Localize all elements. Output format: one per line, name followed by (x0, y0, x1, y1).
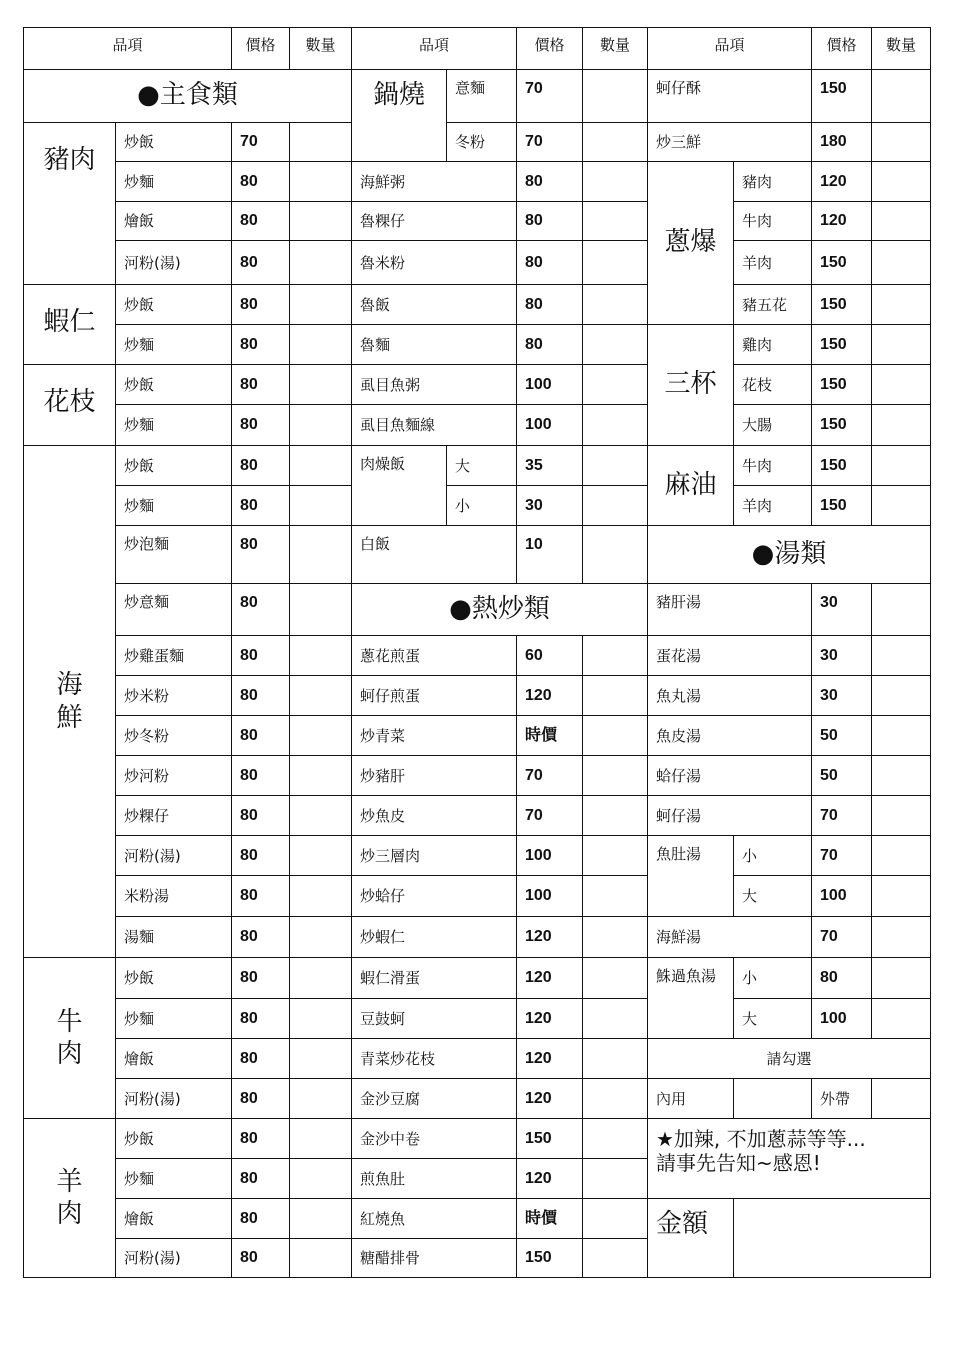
menu-item-name: 煎魚肚 (351, 1158, 517, 1199)
menu-item-price: 50 (811, 715, 872, 756)
quantity-field[interactable] (289, 1038, 352, 1079)
size-label: 小 (733, 835, 812, 876)
menu-item-name: 冬粉 (446, 122, 517, 162)
menu-item-name: 河粉(湯) (115, 1078, 232, 1119)
quantity-field[interactable] (582, 485, 648, 526)
menu-item-price: 150 (811, 324, 872, 365)
quantity-field[interactable] (289, 998, 352, 1039)
menu-item-price: 70 (231, 122, 290, 162)
menu-item-price: 150 (811, 485, 872, 526)
menu-item-price: 時價 (516, 715, 583, 756)
menu-item-name: 紅燒魚 (351, 1198, 517, 1239)
quantity-field[interactable] (289, 1238, 352, 1278)
quantity-field[interactable] (871, 875, 931, 917)
menu-item-name: 炒三層肉 (351, 835, 517, 876)
menu-item-price: 120 (516, 1038, 583, 1079)
group-label: 豬肉 (23, 122, 116, 285)
quantity-field[interactable] (871, 122, 931, 162)
menu-item-price: 120 (516, 998, 583, 1039)
header-price: 價格 (231, 27, 290, 70)
header-item: 品項 (23, 27, 232, 70)
quantity-field[interactable] (289, 122, 352, 162)
header-item: 品項 (351, 27, 517, 70)
quantity-field[interactable] (289, 957, 352, 999)
menu-item-price: 100 (516, 875, 583, 917)
menu-item-price: 150 (811, 364, 872, 405)
menu-item-name: 糖醋排骨 (351, 1238, 517, 1278)
menu-item-price: 50 (811, 755, 872, 796)
quantity-field[interactable] (582, 875, 648, 917)
menu-item-price: 80 (231, 445, 290, 486)
menu-item-price: 70 (811, 795, 872, 836)
menu-item-price: 80 (231, 525, 290, 584)
quantity-field[interactable] (582, 755, 648, 796)
takeout-label: 外帶 (811, 1078, 872, 1119)
quantity-field[interactable] (871, 485, 931, 526)
group-label: 花枝 (23, 364, 116, 446)
dine-in-checkbox[interactable] (733, 1078, 812, 1119)
menu-item-name: 炒泡麵 (115, 525, 232, 584)
group-label: 三杯 (647, 324, 734, 446)
quantity-field[interactable] (289, 240, 352, 285)
menu-item-name: 牛肉 (733, 201, 812, 241)
quantity-field[interactable] (582, 998, 648, 1039)
size-label: 大 (446, 445, 517, 486)
menu-item-name: 湯麵 (115, 916, 232, 958)
quantity-field[interactable] (871, 201, 931, 241)
menu-item-name: 炒魚皮 (351, 795, 517, 836)
quantity-field[interactable] (582, 1078, 648, 1119)
menu-item-price: 80 (516, 161, 583, 202)
quantity-field[interactable] (871, 240, 931, 285)
menu-item-price: 80 (231, 795, 290, 836)
menu-item-price: 80 (231, 284, 290, 325)
menu-item-name: 河粉(湯) (115, 240, 232, 285)
menu-item-name: 燴飯 (115, 1198, 232, 1239)
menu-item-name: 鮢過魚湯 (647, 957, 734, 1039)
menu-item-name: 豬肝湯 (647, 583, 812, 636)
menu-item-price: 80 (811, 957, 872, 999)
menu-item-price: 100 (811, 875, 872, 917)
quantity-field[interactable] (871, 635, 931, 676)
quantity-field[interactable] (871, 675, 931, 716)
menu-item-price: 120 (516, 957, 583, 999)
group-label: 蝦仁 (23, 284, 116, 365)
quantity-field[interactable] (871, 715, 931, 756)
menu-item-price: 70 (516, 69, 583, 123)
menu-item-name: 金沙中卷 (351, 1118, 517, 1159)
menu-item-price: 150 (811, 404, 872, 446)
quantity-field[interactable] (582, 675, 648, 716)
menu-item-name: 魯粿仔 (351, 201, 517, 241)
quantity-field[interactable] (871, 69, 931, 123)
menu-item-price: 80 (231, 485, 290, 526)
quantity-field[interactable] (582, 122, 648, 162)
quantity-field[interactable] (582, 957, 648, 999)
menu-item-price: 80 (231, 1238, 290, 1278)
menu-item-name: 魚丸湯 (647, 675, 812, 716)
menu-item-name: 河粉(湯) (115, 1238, 232, 1278)
menu-item-name: 豆鼓蚵 (351, 998, 517, 1039)
menu-item-price: 70 (516, 122, 583, 162)
quantity-field[interactable] (871, 583, 931, 636)
menu-item-name: 大腸 (733, 404, 812, 446)
menu-item-name: 蚵仔湯 (647, 795, 812, 836)
group-label (23, 957, 116, 1119)
menu-item-name: 炒飯 (115, 364, 232, 405)
menu-item-name: 炒青菜 (351, 715, 517, 756)
quantity-field[interactable] (582, 284, 648, 325)
quantity-field[interactable] (289, 675, 352, 716)
dine-in-label: 內用 (647, 1078, 734, 1119)
menu-item-name: 豬肉 (733, 161, 812, 202)
menu-item-price: 80 (231, 1078, 290, 1119)
menu-item-price: 70 (811, 835, 872, 876)
menu-item-name: 炒河粉 (115, 755, 232, 796)
group-label-text: 海鮮 (56, 670, 83, 733)
special-request-note (647, 1118, 931, 1199)
menu-item-name: 蔥花煎蛋 (351, 635, 517, 676)
total-label: 金額 (647, 1198, 734, 1278)
menu-item-name: 炒麵 (115, 161, 232, 202)
quantity-field[interactable] (289, 525, 352, 584)
menu-item-price: 80 (231, 201, 290, 241)
quantity-field[interactable] (289, 364, 352, 405)
menu-item-name: 魯飯 (351, 284, 517, 325)
menu-item-name: 意麵 (446, 69, 517, 123)
quantity-field[interactable] (582, 1158, 648, 1199)
menu-item-name: 魚肚湯 (647, 835, 734, 917)
menu-item-name: 雞肉 (733, 324, 812, 365)
quantity-field[interactable] (289, 201, 352, 241)
menu-item-name: 牛肉 (733, 445, 812, 486)
quantity-field[interactable] (871, 957, 931, 999)
menu-item-price: 150 (811, 284, 872, 325)
menu-item-price: 120 (516, 675, 583, 716)
quantity-field[interactable] (582, 445, 648, 486)
group-label: 蔥爆 (647, 161, 734, 325)
quantity-field[interactable] (289, 755, 352, 796)
group-label (23, 445, 116, 958)
quantity-field[interactable] (871, 916, 931, 958)
menu-item-price: 35 (516, 445, 583, 486)
menu-item-name: 羊肉 (733, 240, 812, 285)
menu-item-name: 河粉(湯) (115, 835, 232, 876)
menu-item-name: 炒飯 (115, 445, 232, 486)
menu-item-name: 炒麵 (115, 404, 232, 446)
menu-item-price: 100 (516, 364, 583, 405)
menu-item-price: 180 (811, 122, 872, 162)
menu-item-name: 魯麵 (351, 324, 517, 365)
menu-item-price: 80 (516, 324, 583, 365)
quantity-field[interactable] (289, 445, 352, 486)
size-label: 小 (733, 957, 812, 999)
quantity-field[interactable] (289, 161, 352, 202)
menu-item-name: 金沙豆腐 (351, 1078, 517, 1119)
menu-item-price: 120 (811, 161, 872, 202)
quantity-field[interactable] (289, 583, 352, 636)
quantity-field[interactable] (871, 445, 931, 486)
size-label: 大 (733, 998, 812, 1039)
group-label: 麻油 (647, 445, 734, 526)
quantity-field[interactable] (871, 998, 931, 1039)
menu-item-name: 燴飯 (115, 1038, 232, 1079)
quantity-field[interactable] (582, 364, 648, 405)
menu-item-name: 炒雞蛋麵 (115, 635, 232, 676)
menu-item-price: 100 (811, 998, 872, 1039)
note-text: 請事先告知~感恩! (656, 1151, 821, 1175)
quantity-field[interactable] (871, 364, 931, 405)
quantity-field[interactable] (871, 835, 931, 876)
menu-item-name: 白飯 (351, 525, 517, 584)
size-label: 大 (733, 875, 812, 917)
menu-item-price: 80 (231, 755, 290, 796)
menu-item-price: 80 (231, 635, 290, 676)
menu-item-price: 80 (231, 404, 290, 446)
quantity-field[interactable] (289, 404, 352, 446)
menu-item-price: 150 (516, 1118, 583, 1159)
header-item: 品項 (647, 27, 812, 70)
quantity-field[interactable] (582, 1238, 648, 1278)
menu-item-name: 青菜炒花枝 (351, 1038, 517, 1079)
quantity-field[interactable] (871, 795, 931, 836)
menu-item-price: 100 (516, 404, 583, 446)
menu-item-price: 30 (516, 485, 583, 526)
quantity-field[interactable] (289, 795, 352, 836)
menu-item-price: 80 (231, 875, 290, 917)
menu-item-price: 80 (231, 1198, 290, 1239)
menu-item-name: 羊肉 (733, 485, 812, 526)
quantity-field[interactable] (582, 201, 648, 241)
menu-item-name: 炒飯 (115, 122, 232, 162)
quantity-field[interactable] (871, 755, 931, 796)
menu-item-price: 100 (516, 835, 583, 876)
takeout-checkbox[interactable] (871, 1078, 931, 1119)
menu-item-price: 150 (811, 240, 872, 285)
quantity-field[interactable] (871, 324, 931, 365)
header-quantity: 數量 (871, 27, 931, 70)
header-price: 價格 (811, 27, 872, 70)
size-label: 小 (446, 485, 517, 526)
quantity-field[interactable] (582, 240, 648, 285)
quantity-field[interactable] (289, 715, 352, 756)
quantity-field[interactable] (289, 485, 352, 526)
quantity-field[interactable] (582, 916, 648, 958)
total-amount-field[interactable] (733, 1198, 931, 1278)
quantity-field[interactable] (289, 916, 352, 958)
quantity-field[interactable] (582, 404, 648, 446)
group-label-text: 羊肉 (56, 1166, 83, 1229)
menu-item-name: 虱目魚粥 (351, 364, 517, 405)
menu-item-name: 蛤仔湯 (647, 755, 812, 796)
menu-item-price: 30 (811, 583, 872, 636)
menu-item-price: 80 (231, 835, 290, 876)
section-title-soup: ●湯類 (647, 525, 931, 584)
menu-item-price: 80 (516, 240, 583, 285)
menu-item-name: 海鮮粥 (351, 161, 517, 202)
quantity-field[interactable] (871, 284, 931, 325)
menu-item-price: 80 (231, 161, 290, 202)
menu-item-price: 80 (516, 201, 583, 241)
quantity-field[interactable] (582, 1118, 648, 1159)
menu-item-name: 海鮮湯 (647, 916, 812, 958)
menu-item-name: 蝦仁滑蛋 (351, 957, 517, 999)
menu-item-name: 炒米粉 (115, 675, 232, 716)
menu-item-name: 米粉湯 (115, 875, 232, 917)
header-quantity: 數量 (582, 27, 648, 70)
quantity-field[interactable] (582, 1038, 648, 1079)
quantity-field[interactable] (289, 835, 352, 876)
note-text: ★加辣, 不加蔥蒜等等... (656, 1127, 866, 1151)
quantity-field[interactable] (289, 875, 352, 917)
group-label: 鍋燒 (351, 69, 447, 162)
menu-item-price: 150 (811, 445, 872, 486)
menu-item-price: 10 (516, 525, 583, 584)
menu-item-price: 80 (231, 998, 290, 1039)
menu-item-name: 蛋花湯 (647, 635, 812, 676)
menu-item-price: 80 (231, 1038, 290, 1079)
quantity-field[interactable] (582, 835, 648, 876)
menu-item-price: 150 (516, 1238, 583, 1278)
menu-item-price: 80 (231, 715, 290, 756)
menu-item-name: 炒麵 (115, 1158, 232, 1199)
menu-item-name: 炒蛤仔 (351, 875, 517, 917)
menu-item-name: 蚵仔酥 (647, 69, 812, 123)
menu-item-name: 炒飯 (115, 284, 232, 325)
menu-item-price: 80 (231, 583, 290, 636)
quantity-field[interactable] (289, 1078, 352, 1119)
menu-item-name: 炒飯 (115, 957, 232, 999)
quantity-field[interactable] (582, 324, 648, 365)
menu-item-price: 120 (516, 1158, 583, 1199)
menu-item-name: 虱目魚麵線 (351, 404, 517, 446)
menu-item-price: 150 (811, 69, 872, 123)
menu-item-price: 60 (516, 635, 583, 676)
menu-item-name: 炒麵 (115, 998, 232, 1039)
section-title-stir-fry: ●熱炒類 (351, 583, 648, 636)
menu-item-name: 炒冬粉 (115, 715, 232, 756)
quantity-field[interactable] (582, 1198, 648, 1239)
menu-item-name: 炒豬肝 (351, 755, 517, 796)
menu-item-price: 30 (811, 675, 872, 716)
menu-item-price: 80 (231, 1118, 290, 1159)
menu-item-price: 80 (231, 364, 290, 405)
group-label (23, 1118, 116, 1278)
menu-item-price: 30 (811, 635, 872, 676)
menu-item-price: 80 (231, 957, 290, 999)
menu-item-name: 炒麵 (115, 324, 232, 365)
menu-item-name: 肉燥飯 (351, 445, 447, 526)
quantity-field[interactable] (289, 324, 352, 365)
menu-item-name: 炒三鮮 (647, 122, 812, 162)
quantity-field[interactable] (582, 525, 648, 584)
quantity-field[interactable] (871, 404, 931, 446)
quantity-field[interactable] (289, 635, 352, 676)
menu-item-price: 80 (231, 916, 290, 958)
quantity-field[interactable] (582, 795, 648, 836)
menu-item-price: 120 (516, 916, 583, 958)
quantity-field[interactable] (582, 161, 648, 202)
menu-item-name: 炒蝦仁 (351, 916, 517, 958)
menu-item-price: 80 (516, 284, 583, 325)
menu-item-name: 炒麵 (115, 485, 232, 526)
menu-item-name: 魚皮湯 (647, 715, 812, 756)
menu-item-price: 120 (811, 201, 872, 241)
menu-item-name: 魯米粉 (351, 240, 517, 285)
menu-item-price: 80 (231, 675, 290, 716)
menu-item-price: 70 (516, 755, 583, 796)
header-price: 價格 (516, 27, 583, 70)
select-label: 請勾選 (647, 1038, 931, 1079)
menu-item-price: 70 (516, 795, 583, 836)
group-label-text: 牛肉 (56, 1006, 83, 1069)
menu-item-name: 炒粿仔 (115, 795, 232, 836)
quantity-field[interactable] (289, 1158, 352, 1199)
menu-item-price: 80 (231, 324, 290, 365)
quantity-field[interactable] (582, 69, 648, 123)
menu-item-name: 炒意麵 (115, 583, 232, 636)
quantity-field[interactable] (289, 1118, 352, 1159)
menu-item-price: 80 (231, 240, 290, 285)
menu-item-name: 炒飯 (115, 1118, 232, 1159)
menu-item-name: 燴飯 (115, 201, 232, 241)
menu-item-price: 時價 (516, 1198, 583, 1239)
menu-item-price: 120 (516, 1078, 583, 1119)
menu-item-name: 蚵仔煎蛋 (351, 675, 517, 716)
header-quantity: 數量 (289, 27, 352, 70)
section-title-main-food: ●主食類 (23, 69, 352, 123)
quantity-field[interactable] (871, 161, 931, 202)
quantity-field[interactable] (289, 1198, 352, 1239)
menu-item-price: 70 (811, 916, 872, 958)
menu-item-name: 豬五花 (733, 284, 812, 325)
quantity-field[interactable] (582, 715, 648, 756)
menu-item-name: 花枝 (733, 364, 812, 405)
quantity-field[interactable] (289, 284, 352, 325)
menu-item-price: 80 (231, 1158, 290, 1199)
quantity-field[interactable] (582, 635, 648, 676)
